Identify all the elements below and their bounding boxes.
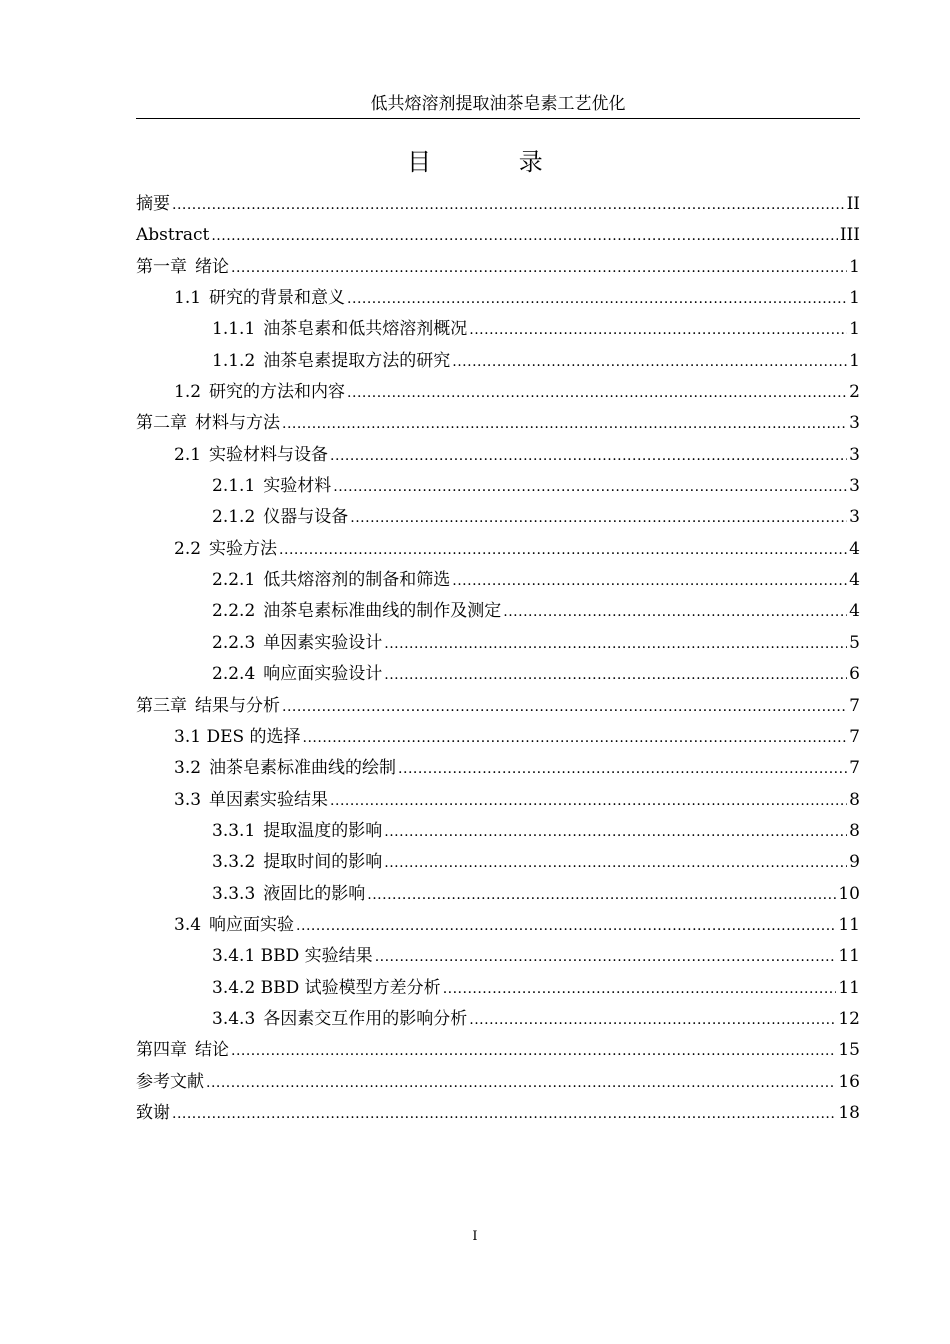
toc-entry-page: 5 xyxy=(849,632,860,653)
dot-leader xyxy=(375,942,837,973)
toc-entry-number: 2.2.2 xyxy=(212,601,256,622)
dot-leader xyxy=(384,848,847,879)
toc-entry-2-2-1[interactable] xyxy=(136,565,860,596)
toc-entry-chapter-1[interactable] xyxy=(136,252,860,283)
toc-entry-page: 11 xyxy=(838,977,860,998)
toc-entry-title: 响应面实验 xyxy=(209,914,295,935)
toc-entry-3-4[interactable] xyxy=(136,910,860,941)
toc-entry-2-1-2[interactable] xyxy=(136,502,860,533)
toc-entry-page: 4 xyxy=(849,601,860,622)
dot-leader xyxy=(384,817,847,848)
toc-entry-page: 4 xyxy=(849,538,860,559)
toc-entry-3-3-2[interactable] xyxy=(136,847,860,878)
dot-leader xyxy=(231,253,847,284)
dot-leader xyxy=(333,472,847,503)
toc-entry-title: 结论 xyxy=(195,1040,229,1061)
dot-leader xyxy=(279,535,847,566)
dot-leader xyxy=(347,378,847,409)
dot-leader xyxy=(330,786,847,817)
toc-entry-number: 3.3.3 xyxy=(212,883,256,904)
dot-leader xyxy=(350,503,847,534)
toc-entry-title: 油茶皂素标准曲线的绘制 xyxy=(209,758,397,779)
toc-entry-title: 仪器与设备 xyxy=(263,507,349,528)
toc-entry-3-3[interactable] xyxy=(136,785,860,816)
toc-entry-page: 16 xyxy=(838,1071,860,1092)
toc-entry-number: 1.2 xyxy=(174,382,202,403)
dot-leader xyxy=(384,660,847,691)
toc-entry-title: 油茶皂素标准曲线的制作及测定 xyxy=(263,601,502,622)
toc-entry-title: 油茶皂素和低共熔溶剂概况 xyxy=(263,319,468,340)
toc-entry-number: 1.1 xyxy=(174,288,202,309)
toc-entry-title: 提取温度的影响 xyxy=(263,820,383,841)
toc-entry-references[interactable] xyxy=(136,1067,860,1098)
toc-entry-3-1[interactable] xyxy=(136,722,860,753)
toc-title: 目 录 xyxy=(407,148,583,176)
toc-entry-page: III xyxy=(839,225,860,246)
toc-entry-number: 2.1.2 xyxy=(212,507,256,528)
page-number: I xyxy=(472,1229,478,1244)
dot-leader xyxy=(347,284,847,315)
table-of-contents xyxy=(136,189,860,1129)
toc-entry-page: 1 xyxy=(849,256,860,277)
toc-entry-page: 1 xyxy=(849,350,860,371)
toc-entry-page: 2 xyxy=(849,382,860,403)
toc-entry-1-1-1[interactable] xyxy=(136,314,860,345)
toc-entry-number: 2.2 xyxy=(174,538,202,559)
toc-entry-page: 11 xyxy=(838,914,860,935)
toc-entry-number: 1.1.2 xyxy=(212,350,256,371)
toc-entry-2-2[interactable] xyxy=(136,534,860,565)
toc-entry-title: 油茶皂素提取方法的研究 xyxy=(263,350,451,371)
toc-entry-title: 3.4.2 BBD 试验模型方差分析 xyxy=(212,977,441,998)
dot-leader xyxy=(384,629,847,660)
toc-entry-title: 研究的背景和意义 xyxy=(209,288,346,309)
toc-entry-page: 9 xyxy=(849,852,860,873)
toc-entry-page: 12 xyxy=(838,1008,860,1029)
toc-entry-chapter-3[interactable] xyxy=(136,691,860,722)
running-header: 低共熔溶剂提取油茶皂素工艺优化 xyxy=(136,90,860,119)
dot-leader xyxy=(367,880,836,911)
toc-entry-number: 3.3 xyxy=(174,789,202,810)
toc-entry-number: 2.1 xyxy=(174,444,202,465)
toc-entry-number: 3.4.3 xyxy=(212,1008,256,1029)
toc-entry-title: Abstract xyxy=(136,225,210,246)
toc-entry-page: 8 xyxy=(849,820,860,841)
toc-entry-number: 2.2.4 xyxy=(212,664,256,685)
toc-entry-chapter-2[interactable] xyxy=(136,408,860,439)
toc-entry-page: 1 xyxy=(849,319,860,340)
toc-entry-title: 响应面实验设计 xyxy=(263,664,383,685)
toc-entry-page: 7 xyxy=(849,726,860,747)
dot-leader xyxy=(443,974,837,1005)
dot-leader xyxy=(296,911,836,942)
dot-leader xyxy=(330,441,847,472)
toc-entry-3-3-3[interactable] xyxy=(136,879,860,910)
toc-entry-page: 7 xyxy=(849,758,860,779)
toc-entry-title: 3.4.1 BBD 实验结果 xyxy=(212,946,373,967)
toc-entry-title: 结果与分析 xyxy=(195,695,280,716)
dot-leader xyxy=(231,1036,836,1067)
toc-entry-title: 致谢 xyxy=(136,1102,170,1123)
toc-entry-page: 11 xyxy=(838,946,860,967)
toc-entry-title: 低共熔溶剂的制备和筛选 xyxy=(263,570,451,591)
dot-leader xyxy=(206,1068,836,1099)
toc-entry-2-2-2[interactable] xyxy=(136,596,860,627)
toc-entry-number: 2.1.1 xyxy=(212,476,256,497)
toc-entry-abstract-en[interactable] xyxy=(136,220,860,251)
toc-entry-title: 绪论 xyxy=(195,256,229,277)
dot-leader xyxy=(469,1005,836,1036)
toc-entry-1-1-2[interactable] xyxy=(136,346,860,377)
toc-entry-title: 参考文献 xyxy=(136,1071,204,1092)
toc-entry-number: 3.3.1 xyxy=(212,820,256,841)
toc-entry-2-2-4[interactable] xyxy=(136,659,860,690)
dot-leader xyxy=(211,221,838,252)
toc-entry-1-2[interactable] xyxy=(136,377,860,408)
toc-entry-title: 实验材料与设备 xyxy=(209,444,329,465)
toc-entry-page: 7 xyxy=(849,695,860,716)
toc-entry-title: 实验方法 xyxy=(209,538,278,559)
toc-entry-page: 3 xyxy=(849,507,860,528)
toc-entry-3-4-3[interactable] xyxy=(136,1004,860,1035)
toc-entry-number: 第四章 xyxy=(136,1040,187,1061)
toc-entry-chapter-4[interactable] xyxy=(136,1035,860,1066)
toc-entry-1-1[interactable] xyxy=(136,283,860,314)
toc-entry-number: 第一章 xyxy=(136,256,187,277)
toc-entry-title: 提取时间的影响 xyxy=(263,852,383,873)
toc-entry-title: 研究的方法和内容 xyxy=(209,382,346,403)
toc-entry-3-4-2[interactable] xyxy=(136,973,860,1004)
toc-entry-number: 3.3.2 xyxy=(212,852,256,873)
toc-entry-3-2[interactable] xyxy=(136,753,860,784)
toc-entry-2-1[interactable] xyxy=(136,440,860,471)
toc-entry-page: 3 xyxy=(849,476,860,497)
toc-entry-page: II xyxy=(846,194,860,214)
toc-entry-page: 3 xyxy=(849,444,860,465)
dot-leader xyxy=(452,566,847,597)
toc-entry-abstract-cn[interactable] xyxy=(136,189,860,220)
dot-leader xyxy=(172,190,845,221)
toc-entry-2-1-1[interactable] xyxy=(136,471,860,502)
toc-entry-page: 8 xyxy=(849,789,860,810)
toc-entry-number: 1.1.1 xyxy=(212,319,256,340)
dot-leader xyxy=(503,597,847,628)
dot-leader xyxy=(303,723,848,754)
toc-entry-page: 18 xyxy=(838,1102,860,1123)
toc-entry-number: 3.2 xyxy=(174,758,202,779)
dot-leader xyxy=(452,347,847,378)
toc-entry-title: 各因素交互作用的影响分析 xyxy=(263,1008,468,1029)
dot-leader xyxy=(282,409,847,440)
dot-leader xyxy=(398,754,847,785)
toc-entry-number: 第二章 xyxy=(136,413,187,434)
toc-entry-title: 实验材料 xyxy=(263,476,332,497)
toc-entry-page: 4 xyxy=(849,570,860,591)
toc-entry-number: 3.4 xyxy=(174,914,202,935)
dot-leader xyxy=(282,692,847,723)
dot-leader xyxy=(172,1099,836,1130)
toc-entry-number: 第三章 xyxy=(136,695,187,716)
toc-entry-title: 3.1 DES 的选择 xyxy=(174,726,301,747)
toc-entry-title: 材料与方法 xyxy=(195,413,280,434)
toc-entry-page: 6 xyxy=(849,664,860,685)
toc-entry-3-4-1[interactable] xyxy=(136,941,860,972)
toc-entry-title: 单因素实验设计 xyxy=(263,632,383,653)
toc-entry-number: 2.2.1 xyxy=(212,570,256,591)
toc-entry-page: 3 xyxy=(849,413,860,434)
toc-entry-3-3-1[interactable] xyxy=(136,816,860,847)
toc-entry-title: 摘要 xyxy=(136,194,170,214)
toc-entry-title: 液固比的影响 xyxy=(263,883,366,904)
toc-entry-acknowledgements[interactable] xyxy=(136,1098,860,1129)
toc-entry-2-2-3[interactable] xyxy=(136,628,860,659)
toc-entry-page: 1 xyxy=(849,288,860,309)
toc-entry-page: 15 xyxy=(838,1040,860,1061)
dot-leader xyxy=(469,315,847,346)
toc-entry-title: 单因素实验结果 xyxy=(209,789,329,810)
toc-entry-number: 2.2.3 xyxy=(212,632,256,653)
toc-entry-page: 10 xyxy=(838,883,860,904)
